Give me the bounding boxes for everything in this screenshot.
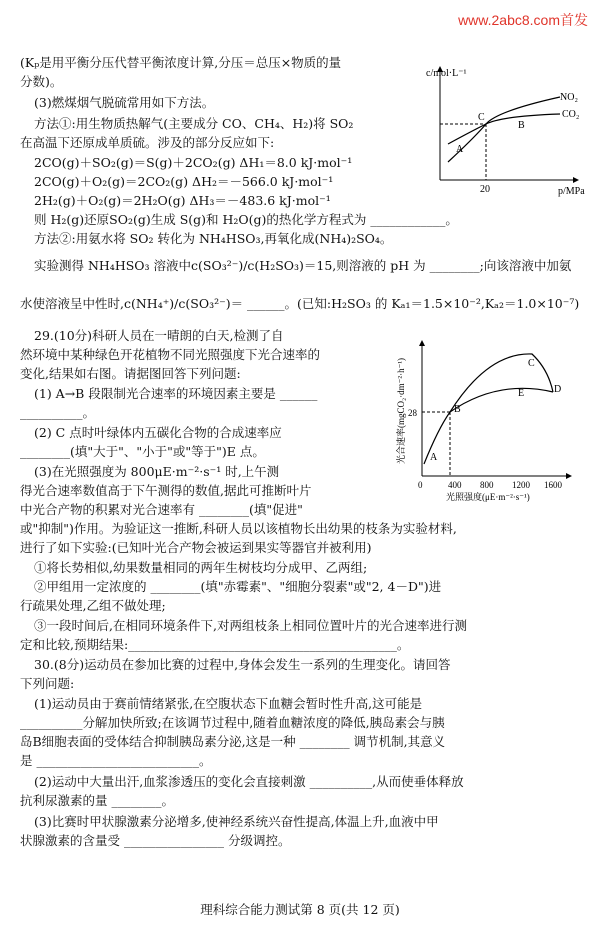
text-line: ②甲组用一定浓度的 ________(填"赤霉素"、"细胞分裂素"或"2, 4－D")进 bbox=[34, 579, 442, 594]
fig2-xtick-1200: 1200 bbox=[512, 480, 530, 490]
text-line: 然环境中某种绿色开花植物不同光照强度下光合速率的 bbox=[20, 347, 321, 362]
fig2-point-a: A bbox=[430, 452, 438, 463]
text-line: 是 __________________________。 bbox=[20, 753, 212, 768]
text-line: 进行了如下实验:(已知叶光合产物会被运到果实等器官并被利用) bbox=[20, 540, 372, 555]
text-line: 2CO(g)＋SO₂(g)＝S(g)＋2CO₂(g) ΔH₁＝8.0 kJ·mol⁻¹ bbox=[34, 155, 353, 170]
fig2-ytick: 28 bbox=[408, 408, 417, 418]
text-line: 或"抑制")作用。为验证这一推断,科研人员以该植物长出幼果的枝条为实验材料, bbox=[20, 521, 457, 536]
fig2-xlabel: 光照强度(μE·m⁻²·s⁻¹) bbox=[446, 492, 530, 502]
text-line: ①将长势相似,幼果数量相同的两年生树枝均分成甲、乙两组; bbox=[34, 560, 368, 575]
text-line: 29.(10分)科研人员在一晴朗的白天,检测了自 bbox=[34, 328, 284, 343]
fig1-series-co2: CO₂ bbox=[562, 109, 580, 120]
figure-photosynthesis-light bbox=[388, 334, 588, 504]
fig2-point-e: E bbox=[518, 388, 525, 399]
text-line: 方法②:用氨水将 SO₂ 转化为 NH₄HSO₃,再氧化成(NH₄)₂SO₄。 bbox=[34, 231, 393, 246]
text-line: 岛B细胞表面的受体结合抑制胰岛素分泌,这是一种 ________ 调节机制,其意义 bbox=[20, 734, 446, 749]
text-line: (2) C 点时叶绿体内五碳化合物的合成速率应 bbox=[34, 425, 282, 440]
fig1-ylabel: c/mol·L⁻¹ bbox=[426, 68, 467, 79]
fig1-point-a: A bbox=[456, 144, 464, 155]
text-line: (3)燃煤烟气脱硫常用如下方法。 bbox=[34, 95, 215, 110]
text-line: __________分解加快所致;在该调节过程中,随着血糖浓度的降低,胰岛素会与胰 bbox=[20, 715, 445, 730]
text-line: 2H₂(g)＋O₂(g)＝2H₂O(g) ΔH₃＝－483.6 kJ·mol⁻¹ bbox=[34, 193, 331, 208]
fig1-point-b: B bbox=[518, 120, 525, 131]
text-line: (1)运动员由于赛前情绪紧张,在空腹状态下血糖会暂时性升高,这可能是 bbox=[34, 696, 423, 711]
text-line: (3)比赛时甲状腺激素分泌增多,使神经系统兴奋性提高,体温上升,血液中甲 bbox=[34, 814, 439, 829]
text-line: 30.(8分)运动员在参加比赛的过程中,身体会发生一系列的生理变化。请回答 bbox=[34, 657, 451, 672]
fig1-xlabel: p/MPa bbox=[558, 186, 585, 197]
text-line: ________(填"大于"、"小于"或"等于")E 点。 bbox=[20, 444, 265, 459]
text-line: 状腺激素的含量受 ________________ 分级调控。 bbox=[20, 833, 291, 848]
text-line: ③一段时间后,在相同环境条件下,对两组枝条上相同位置叶片的光合速率进行测 bbox=[34, 618, 467, 633]
fig2-xtick-800: 800 bbox=[480, 480, 494, 490]
text-line: 中光合产物的积累对光合速率有 ________(填"促进" bbox=[20, 502, 303, 517]
fig1-series-no2: NO₂ bbox=[560, 92, 578, 103]
text-line: 下列问题: bbox=[20, 676, 75, 691]
fig2-xtick-0: 0 bbox=[418, 480, 423, 490]
text-line: 变化,结果如右图。请据图回答下列问题: bbox=[20, 366, 241, 381]
fig2-xtick-1600: 1600 bbox=[544, 480, 562, 490]
text-line: 定和比较,预期结果:___________________________________________。 bbox=[20, 637, 410, 652]
fig2-xtick-400: 400 bbox=[448, 480, 462, 490]
fig2-point-d: D bbox=[554, 384, 562, 395]
figure-concentration-pressure bbox=[420, 62, 590, 197]
fig2-point-c: C bbox=[528, 358, 535, 369]
text-line: (2)运动中大量出汗,血浆渗透压的变化会直接刺激 __________,从而使垂体释放 bbox=[34, 774, 464, 789]
text-line: 则 H₂(g)还原SO₂(g)生成 S(g)和 H₂O(g)的热化学方程式为 ____________。 bbox=[34, 212, 458, 227]
text-line: 抗利尿激素的量 ________。 bbox=[20, 793, 174, 808]
text-line: 在高温下还原成单质硫。涉及的部分反应如下: bbox=[20, 135, 275, 150]
text-line: 水使溶液呈中性时,c(NH₄⁺)/c(SO₃²⁻)＝ ______。(已知:H₂SO₃ 的 Kₐ₁＝1.5×10⁻²,Kₐ₂＝1.0×10⁻⁷) bbox=[20, 296, 580, 311]
text-line: 方法①:用生物质热解气(主要成分 CO、CH₄、H₂)将 SO₂ bbox=[34, 116, 354, 131]
text-line: 得光合速率数值高于下午测得的数值,据此可推断叶片 bbox=[20, 483, 312, 498]
fig1-point-c: C bbox=[478, 112, 485, 123]
text-line: (1) A→B 段限制光合速率的环境因素主要是 ______ bbox=[34, 386, 318, 401]
text-line: 分数)。 bbox=[20, 74, 63, 89]
text-line: (Kₚ是用平衡分压代替平衡浓度计算,分压＝总压×物质的量 bbox=[20, 55, 342, 70]
text-line: 2CO(g)＋O₂(g)＝2CO₂(g) ΔH₂＝－566.0 kJ·mol⁻¹ bbox=[34, 174, 334, 189]
text-line: __________。 bbox=[20, 405, 96, 420]
watermark: www.2abc8.com首发 bbox=[458, 12, 588, 28]
fig2-ylabel: 光合速率(mgCO₂·dm⁻²·h⁻¹) bbox=[396, 357, 406, 464]
text-line: 行疏果处理,乙组不做处理; bbox=[20, 598, 166, 613]
text-line: 实验测得 NH₄HSO₃ 溶液中c(SO₃²⁻)/c(H₂SO₃)＝15,则溶液的 pH 为 ________;向该溶液中加氨 bbox=[34, 258, 572, 273]
text-line: (3)在光照强度为 800μE·m⁻²·s⁻¹ 时,上午测 bbox=[34, 464, 280, 479]
fig2-point-b: B bbox=[454, 404, 461, 415]
page-footer: 理科综合能力测试第 8 页(共 12 页) bbox=[200, 902, 400, 917]
fig1-xtick: 20 bbox=[480, 184, 490, 195]
